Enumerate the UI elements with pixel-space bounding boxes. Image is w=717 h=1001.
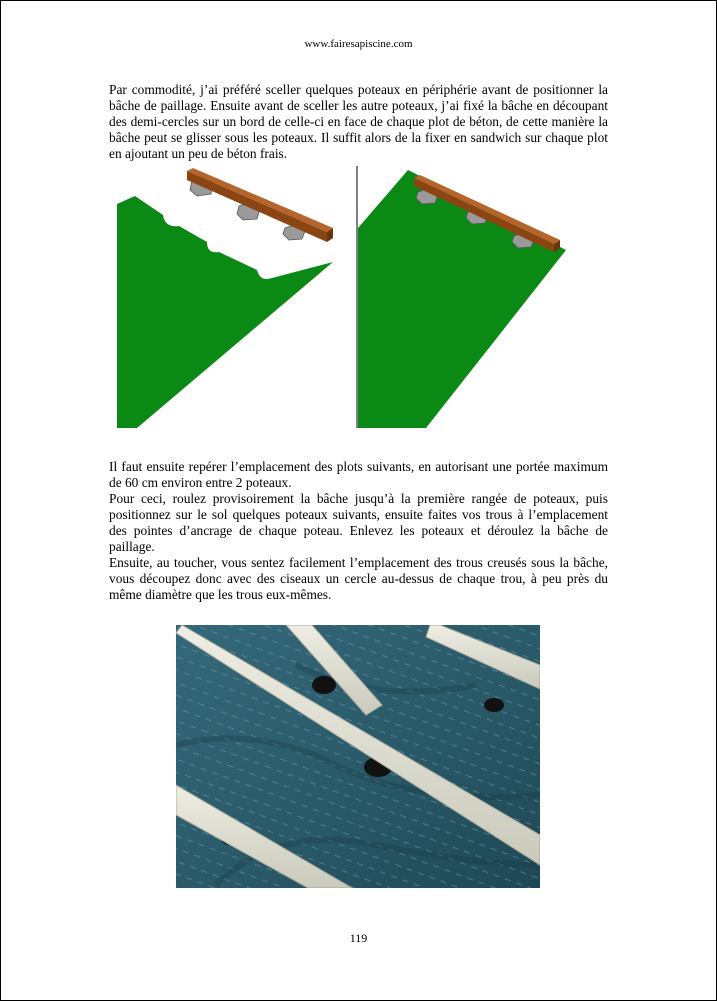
paragraph-2-line-3: Ensuite, au toucher, vous sentez facilement l’emplacement des trous creusés sous la bâche, vous découpez donc avec des ciseaux un cercle au-dessus de chaque trou, à peu près du même diamètre que les trous eux-mêmes. [109,555,608,602]
page-number: 119 [349,931,368,945]
illustration-tarp-under-beam [356,166,571,428]
photo-posts-on-tarp [176,625,540,888]
wooden-beam [187,168,333,242]
illustration-tarp-cutouts [117,166,347,428]
paragraph-2-line-2: Pour ceci, roulez provisoirement la bâche jusqu’à la première rangée de poteaux, puis positionnez sur le sol quelques poteaux suivants, ensuite faites vos trous à l’emplacement des pointes d’ancrage de chaque poteau. Enlevez les poteaux et déroulez la bâche de paillage. [109,491,608,554]
paragraph-2-line-1: Il faut ensuite repérer l’emplacement des plots suivants, en autorisant une portée maximum de 60 cm environ entre 2 poteaux. [109,459,608,490]
page-header: www.fairesapiscine.com [304,38,413,50]
paragraph-2 [109,459,608,603]
paragraph-1: Par commodité, j’ai préféré sceller quelques poteaux en périphérie avant de positionner la bâche de paillage. Ensuite avant de sceller les autre poteaux, j’ai fixé la bâche en découpant des demi-cercles sur un bord de celle-ci en face de chaque plot de béton, de cette manière la bâche peut se glisser sous les poteaux. Il suffit alors de la fixer en sandwich sur chaque plot en ajoutant un peu de béton frais. [109,82,608,161]
tarp-full [358,170,566,428]
